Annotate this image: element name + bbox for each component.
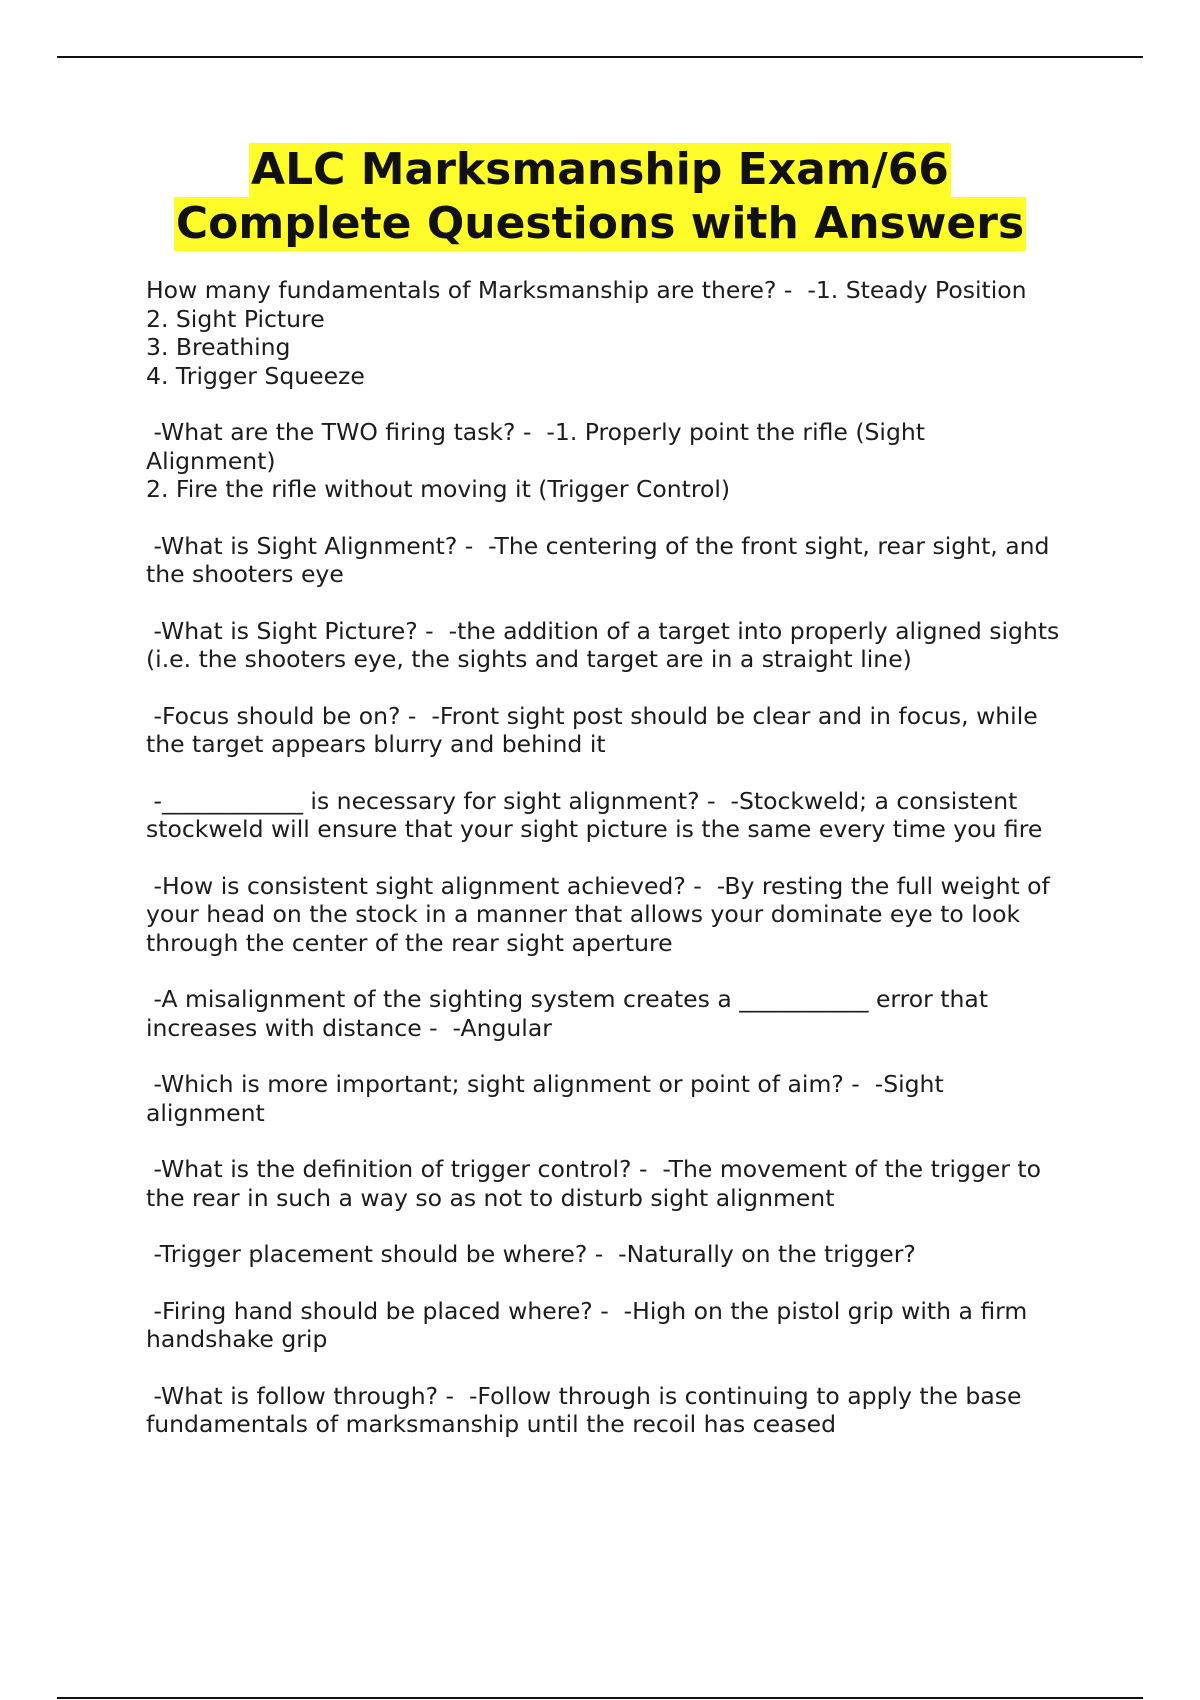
top-rule xyxy=(57,56,1143,58)
qa-entry: -Which is more important; sight alignment or point of aim? - -Sight alignment xyxy=(146,1070,944,1127)
qa-list xyxy=(146,276,1096,1467)
qa-entry: -What is follow through? - -Follow through is continuing to apply the base fundamentals of marksmanship until the recoil has ceased xyxy=(146,1381,1022,1438)
qa-entry: -Trigger placement should be where? - -Naturally on the trigger? xyxy=(146,1240,916,1268)
bottom-rule xyxy=(57,1697,1143,1699)
qa-entry: -What are the TWO firing task? - -1. Properly point the rifle (Sight Alignment) 2. Fire the rifle without moving it (Trigger Control) xyxy=(146,418,925,503)
qa-entry: -A misalignment of the sighting system creates a ___________ error that increases with distance - -Angular xyxy=(146,985,989,1042)
qa-entry: -Firing hand should be placed where? - -High on the pistol grip with a firm handshake grip xyxy=(146,1296,1028,1353)
qa-entry: How many fundamentals of Marksmanship are there? - -1. Steady Position 2. Sight Picture 3. Breathing 4. Trigger Squeeze xyxy=(146,276,1027,390)
qa-entry: -What is Sight Alignment? - -The centering of the front sight, rear sight, and the shooters eye xyxy=(146,531,1050,588)
qa-entry: -How is consistent sight alignment achieved? - -By resting the full weight of your head on the stock in a manner that allows your dominate eye to look through the center of the rear sight aperture xyxy=(146,871,1050,957)
title-line-2: Complete Questions with Answers xyxy=(175,198,1025,249)
qa-entry: -What is the definition of trigger control? - -The movement of the trigger to the rear in such a way so as not to disturb sight alignment xyxy=(146,1155,1041,1212)
qa-entry: -What is Sight Picture? - -the addition of a target into properly aligned sights (i.e. the shooters eye, the sights and target are in a straight line) xyxy=(146,616,1060,673)
document-title xyxy=(0,143,1200,251)
qa-entry: -____________ is necessary for sight alignment? - -Stockweld; a consistent stockweld will ensure that your sight picture is the same every time you fire xyxy=(146,786,1043,843)
qa-entry: -Focus should be on? - -Front sight post should be clear and in focus, while the target appears blurry and behind it xyxy=(146,701,1038,758)
title-line-1: ALC Marksmanship Exam/66 xyxy=(251,144,949,195)
